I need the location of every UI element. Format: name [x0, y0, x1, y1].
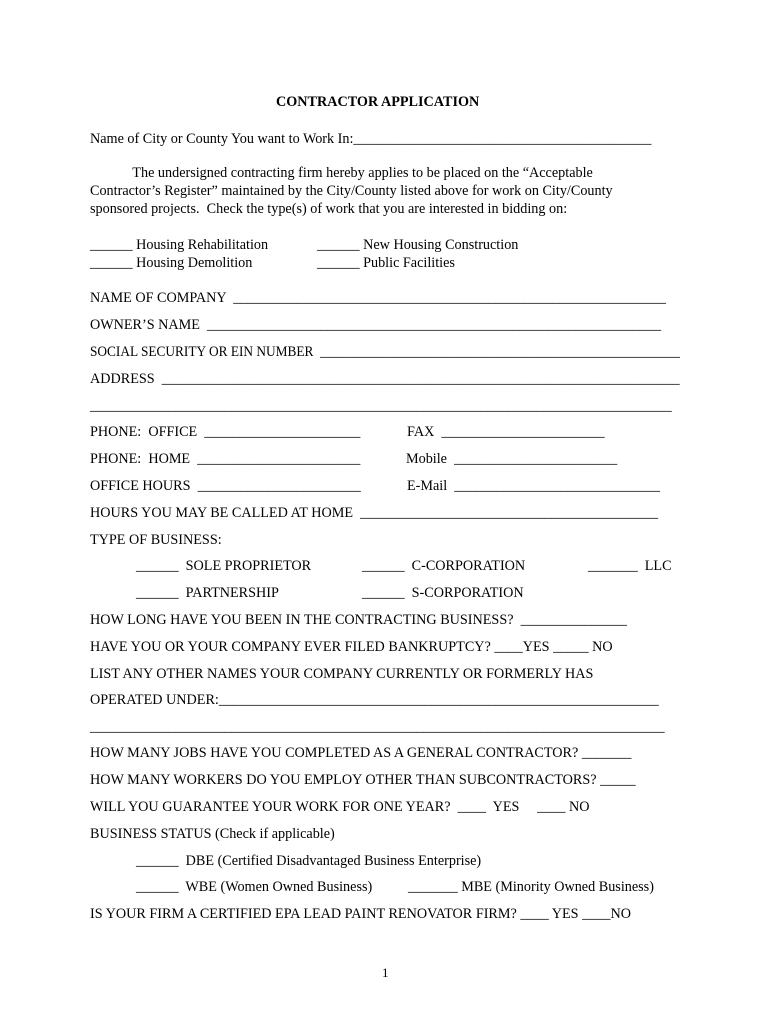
other-names-line-2[interactable]: _________________________________________________________________________________ — [90, 719, 665, 735]
llc-checkbox[interactable]: _______ LLC — [588, 558, 672, 574]
public-facilities-checkbox[interactable]: ______ Public Facilities — [317, 255, 455, 271]
partnership-checkbox[interactable]: ______ PARTNERSHIP — [136, 585, 279, 601]
email-field[interactable]: E-Mail _____________________________ — [407, 478, 660, 494]
office-hours-field[interactable]: OFFICE HOURS _______________________ — [90, 478, 361, 494]
wbe-checkbox[interactable]: ______ WBE (Women Owned Business) — [136, 879, 373, 895]
intro-line-1: The undersigned contracting firm hereby applies to be placed on the “Acceptable — [90, 165, 593, 181]
hours-home-field[interactable]: HOURS YOU MAY BE CALLED AT HOME __________________________________________ — [90, 505, 659, 521]
bankruptcy-question[interactable]: HAVE YOU OR YOUR COMPANY EVER FILED BANKRUPTCY? ____YES _____ NO — [90, 639, 613, 655]
page-title: CONTRACTOR APPLICATION — [276, 94, 480, 110]
new-housing-checkbox[interactable]: ______ New Housing Construction — [317, 237, 519, 253]
type-of-business-label: TYPE OF BUSINESS: — [90, 532, 222, 548]
intro-line-2: Contractor’s Register” maintained by the City/County listed above for work on City/County — [90, 183, 613, 199]
guarantee-question[interactable]: WILL YOU GUARANTEE YOUR WORK FOR ONE YEAR? ____ YES ____ NO — [90, 799, 590, 815]
housing-demo-checkbox[interactable]: ______ Housing Demolition — [90, 255, 253, 271]
ssn-ein-field[interactable]: SOCIAL SECURITY OR EIN NUMBER ______________________________________________________ — [90, 344, 680, 360]
workers-field[interactable]: HOW MANY WORKERS DO YOU EMPLOY OTHER THAN SUBCONTRACTORS? _____ — [90, 772, 636, 788]
housing-rehab-checkbox[interactable]: ______ Housing Rehabilitation — [90, 237, 269, 253]
c-corporation-checkbox[interactable]: ______ C-CORPORATION — [362, 558, 526, 574]
city-county-field[interactable]: Name of City or County You want to Work In:__________________________________________ — [90, 131, 652, 147]
owner-name-field[interactable]: OWNER’S NAME ________________________________________________________________ — [90, 317, 662, 333]
jobs-completed-field[interactable]: HOW MANY JOBS HAVE YOU COMPLETED AS A GENERAL CONTRACTOR? _______ — [90, 745, 632, 761]
s-corporation-checkbox[interactable]: ______ S-CORPORATION — [362, 585, 524, 601]
address-field[interactable]: ADDRESS _________________________________________________________________________ — [90, 371, 680, 387]
other-names-label: LIST ANY OTHER NAMES YOUR COMPANY CURRENTLY OR FORMERLY HAS — [90, 666, 594, 682]
mobile-field[interactable]: Mobile _______________________ — [406, 451, 618, 467]
years-in-business-field[interactable]: HOW LONG HAVE YOU BEEN IN THE CONTRACTING BUSINESS? _______________ — [90, 612, 628, 628]
page-number: 1 — [382, 965, 389, 980]
intro-line-3: sponsored projects. Check the type(s) of work that you are interested in bidding on: — [90, 201, 568, 217]
phone-office-field[interactable]: PHONE: OFFICE ______________________ — [90, 424, 361, 440]
other-names-field[interactable]: OPERATED UNDER:______________________________________________________________ — [90, 692, 659, 708]
mbe-checkbox[interactable]: _______ MBE (Minority Owned Business) — [408, 879, 654, 895]
sole-proprietor-checkbox[interactable]: ______ SOLE PROPRIETOR — [136, 558, 312, 574]
address-line-2[interactable]: __________________________________________________________________________________ — [90, 398, 672, 414]
dbe-checkbox[interactable]: ______ DBE (Certified Disadvantaged Business Enterprise) — [136, 853, 482, 869]
fax-field[interactable]: FAX _______________________ — [407, 424, 605, 440]
phone-home-field[interactable]: PHONE: HOME _______________________ — [90, 451, 361, 467]
business-status-label: BUSINESS STATUS (Check if applicable) — [90, 826, 335, 842]
epa-question[interactable]: IS YOUR FIRM A CERTIFIED EPA LEAD PAINT RENOVATOR FIRM? ____ YES ____NO — [90, 906, 631, 922]
company-name-field[interactable]: NAME OF COMPANY _____________________________________________________________ — [90, 290, 666, 306]
